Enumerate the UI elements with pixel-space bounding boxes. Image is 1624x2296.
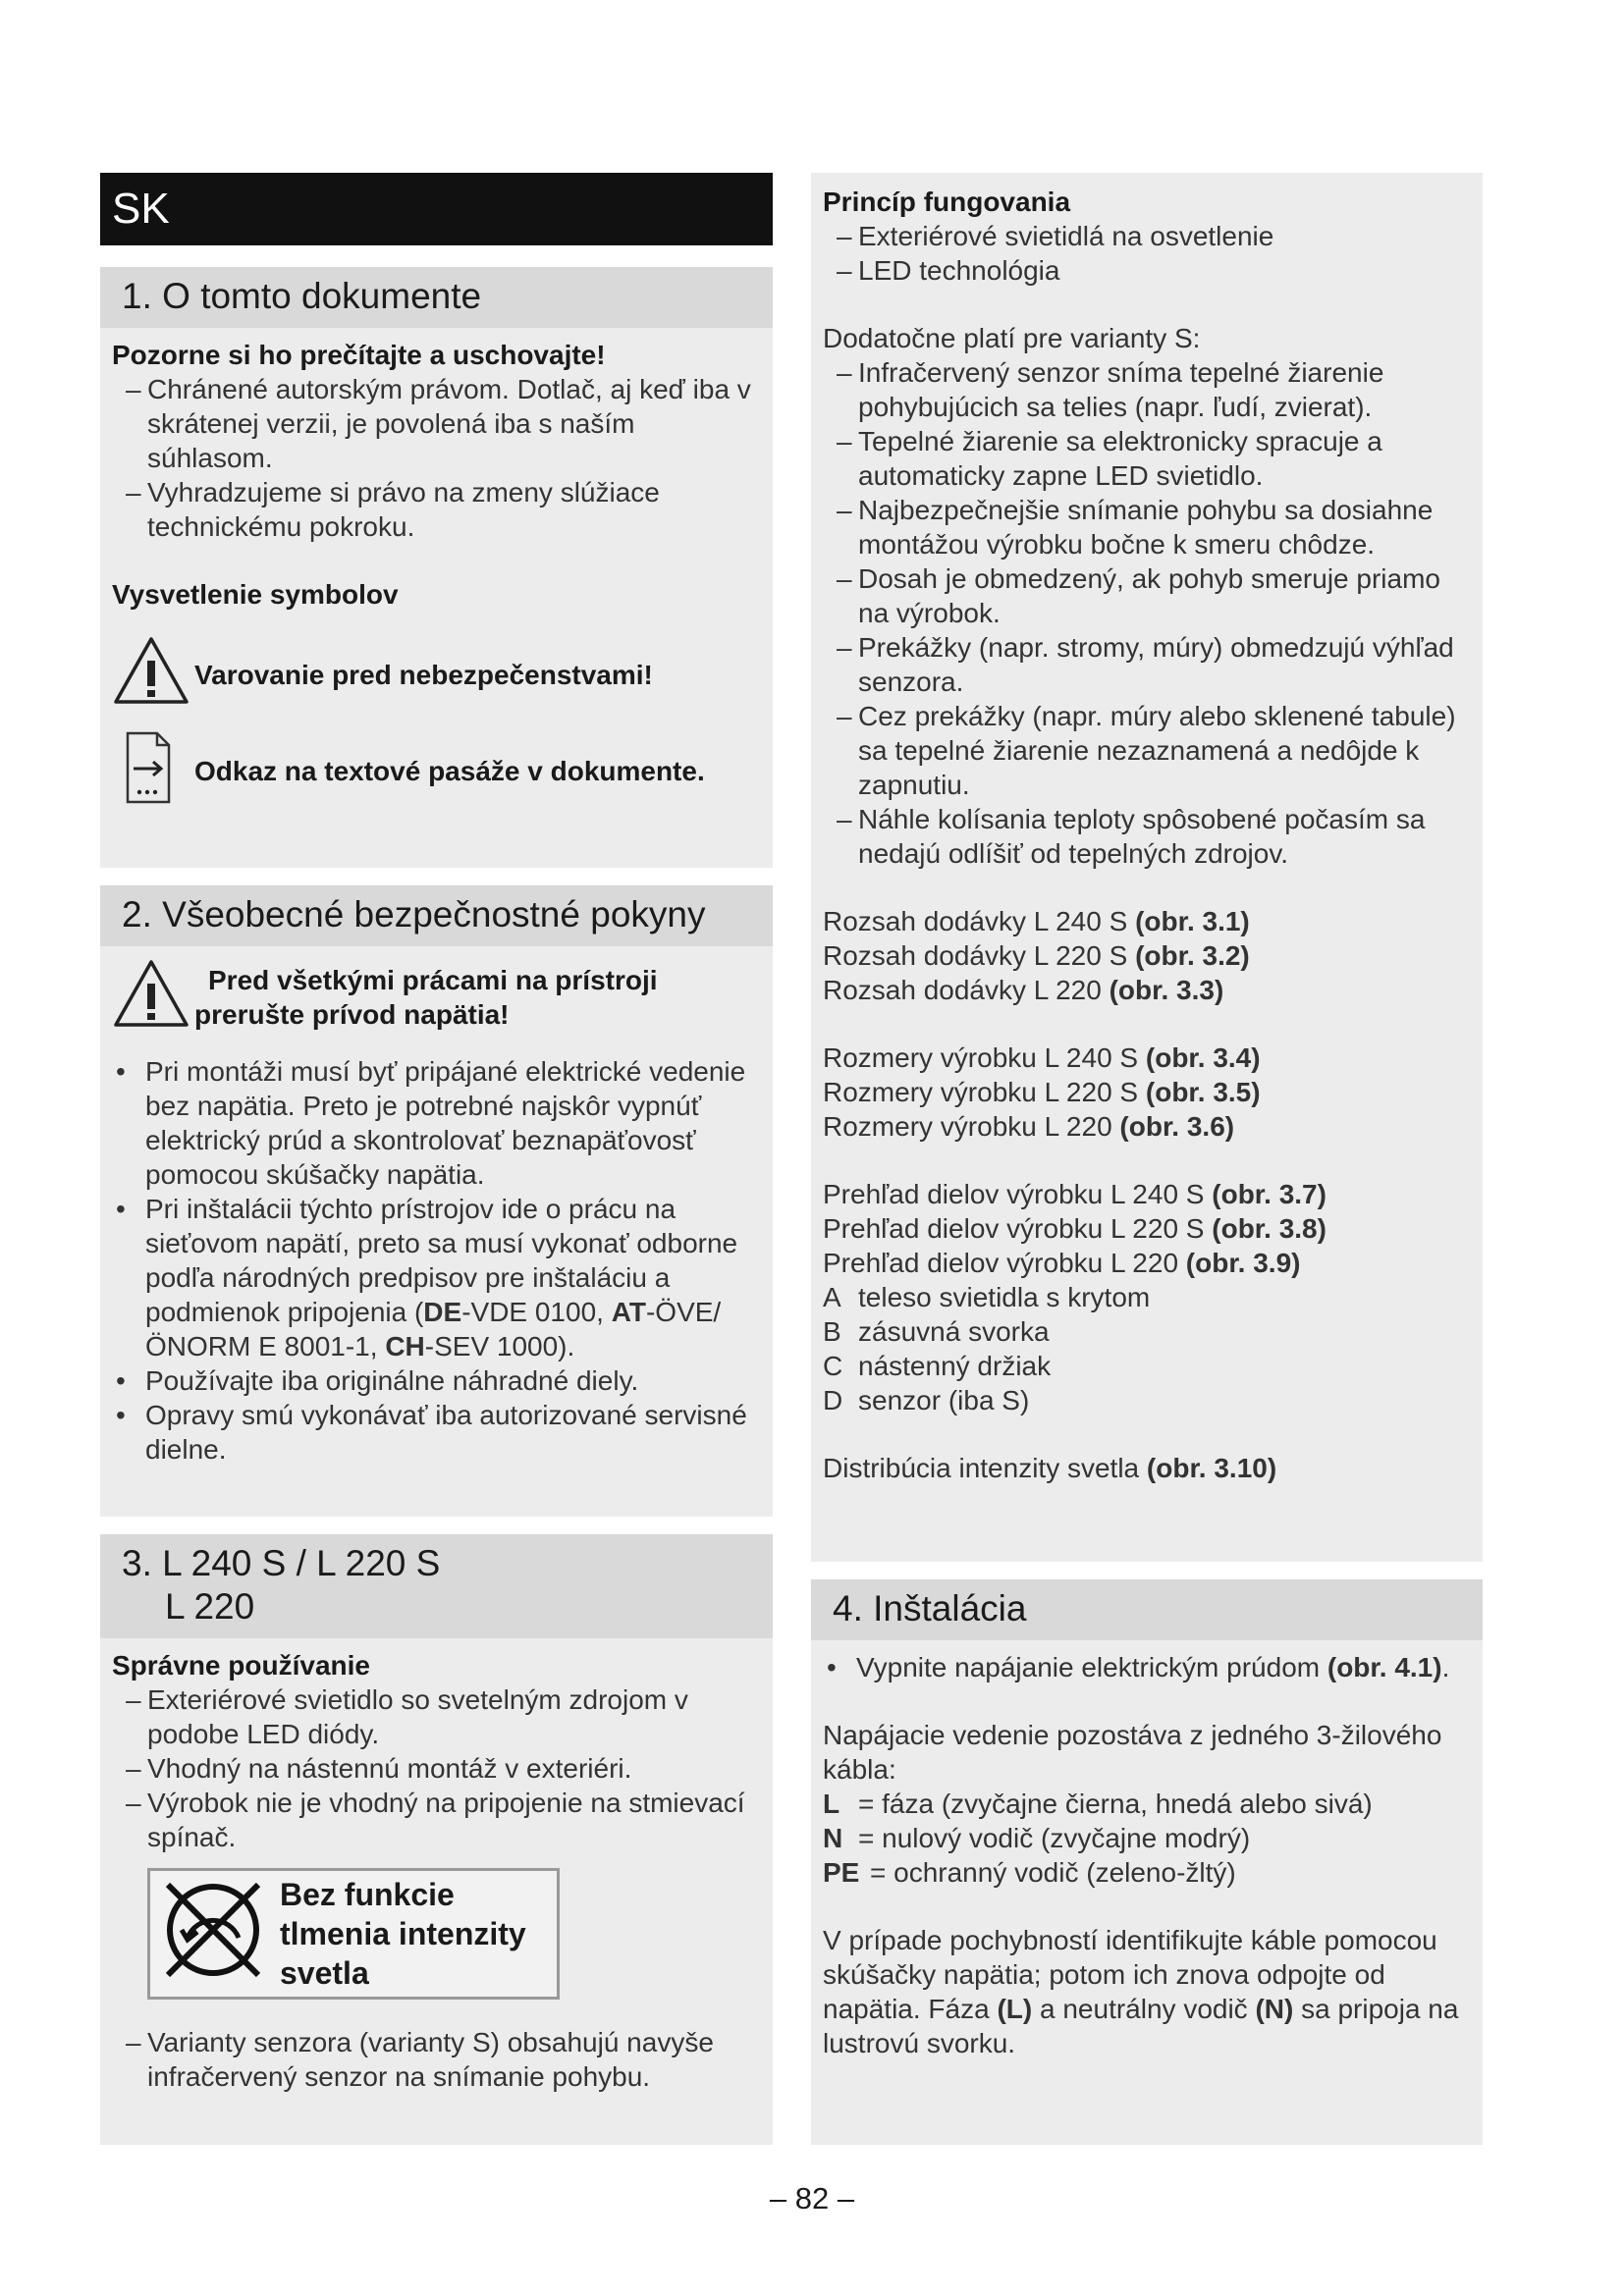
dimensions-line: Rozmery výrobku L 220 S (obr. 3.5) — [823, 1077, 1261, 1107]
legend-item: A teleso svietidla s krytom — [823, 1282, 1151, 1312]
legend-item: D senzor (iba S) — [823, 1385, 1030, 1415]
no-dimming-text: Bez funkcie — [280, 1877, 455, 1912]
list-item: • Používajte iba originálne náhradné diely. — [112, 1363, 761, 1398]
section-about-document — [100, 267, 773, 868]
list-item: – Vyhradzujeme si právo na zmeny slúžiace technickému pokroku. — [112, 475, 761, 544]
identify-cables-text: V prípade pochybností identifikujte káble pomocou skúšačky napätia; potom ich znova odpojte od napätia. Fáza (L) a neutrálny vodič (N) sa pripoja na lustrovú svorku. — [823, 1925, 1459, 2058]
section-product — [100, 1534, 773, 2145]
dimensions-line: Rozmery výrobku L 220 (obr. 3.6) — [823, 1111, 1235, 1142]
list-item: • Opravy smú vykonávať iba autorizované servisné dielne. — [112, 1398, 761, 1467]
product-details-panel — [811, 173, 1483, 1562]
cable-intro: Napájacie vedenie pozostáva z jedného 3-žilového kábla: — [823, 1720, 1442, 1785]
section-installation — [811, 1579, 1483, 2145]
document-reference-icon — [112, 727, 194, 814]
language-label: SK — [100, 173, 773, 245]
scope-line: Rozsah dodávky L 220 (obr. 3.3) — [823, 975, 1224, 1005]
parts-line: Prehľad dielov výrobku L 240 S (obr. 3.7) — [823, 1179, 1326, 1209]
wire-line: N = nulový vodič (zvyčajne modrý) — [823, 1823, 1251, 1853]
distribution-line: Distribúcia intenzity svetla (obr. 3.10) — [823, 1453, 1277, 1483]
read-heading: Pozorne si ho prečítajte a uschovajte! — [112, 340, 606, 370]
scope-line: Rozsah dodávky L 220 S (obr. 3.2) — [823, 940, 1250, 971]
list-item: – Vhodný na nástennú montáž v exteriéri. — [112, 1751, 761, 1786]
parts-line: Prehľad dielov výrobku L 220 S (obr. 3.8) — [823, 1213, 1326, 1244]
list-item: – Náhle kolísania teploty spôsobené počasím sa nedajú odlíšiť od tepelných zdrojov. — [823, 802, 1471, 871]
section-title: 1. O tomto dokumente — [100, 267, 773, 328]
no-dimming-text: svetla — [280, 1955, 369, 1991]
list-item: • Pri inštalácii týchto prístrojov ide o prácu na sieťovom napätí, preto sa musí vykonať odborne podľa národných predpisov pre inštaláciu a podmienok pripojenia (DE-VDE 0100, AT-ÖVE/ ÖNORM E 8001-1, CH-SEV 1000). — [112, 1192, 761, 1363]
section-title: 2. Všeobecné bezpečnostné pokyny — [100, 885, 773, 946]
legend-item: B zásuvná svorka — [823, 1316, 1050, 1347]
list-item: – Výrobok nie je vhodný na pripojenie na stmievací spínač. — [112, 1786, 761, 1854]
section-safety — [100, 885, 773, 1517]
no-dimming-icon — [158, 1875, 268, 1993]
parts-line: Prehľad dielov výrobku L 220 (obr. 3.9) — [823, 1248, 1301, 1278]
warning-triangle-icon — [112, 635, 194, 714]
list-item: – Exteriérové svietidlo so svetelným zdrojom v podobe LED diódy. — [112, 1682, 761, 1751]
list-item: – Infračervený senzor sníma tepelné žiarenie pohybujúcich sa telies (napr. ľudí, zvierat). — [823, 355, 1471, 424]
scope-line: Rozsah dodávky L 240 S (obr. 3.1) — [823, 906, 1250, 936]
list-item: – Cez prekážky (napr. múry alebo sklenené tabule) sa tepelné žiarenie nezaznamená a nedôjde k zapnutiu. — [823, 699, 1471, 802]
use-heading: Správne používanie — [112, 1650, 370, 1681]
principle-heading: Princíp fungovania — [823, 187, 1071, 217]
list-item: • Vypnite napájanie elektrickým prúdom (obr. 4.1). — [823, 1650, 1471, 1684]
warning-line: Pred všetkými prácami na prístroji — [208, 965, 658, 995]
reference-symbol-text: Odkaz na textové pasáže v dokumente. — [194, 755, 705, 786]
section-title: 3. L 240 S / L 220 S L 220 — [100, 1534, 773, 1638]
list-item: – Dosah je obmedzený, ak pohyb smeruje priamo na výrobok. — [823, 561, 1471, 630]
list-item: – Varianty senzora (varianty S) obsahujú navyše infračervený senzor na snímanie pohybu. — [112, 2025, 761, 2094]
symbols-heading: Vysvetlenie symbolov — [112, 579, 399, 610]
wire-line: PE = ochranný vodič (zeleno-žltý) — [823, 1857, 1236, 1888]
no-dimming-text: tlmenia intenzity — [280, 1916, 526, 1951]
list-item: – LED technológia — [823, 253, 1471, 288]
list-item: – Tepelné žiarenie sa elektronicky spracuje a automaticky zapne LED svietidlo. — [823, 424, 1471, 493]
list-item: – Chránené autorským právom. Dotlač, aj keď iba v skrátenej verzii, je povolená iba s naším súhlasom. — [112, 372, 761, 475]
s-variants-intro: Dodatočne platí pre varianty S: — [823, 323, 1201, 353]
legend-item: C nástenný držiak — [823, 1351, 1052, 1381]
list-item: – Prekážky (napr. stromy, múry) obmedzujú výhľad senzora. — [823, 630, 1471, 699]
list-item: • Pri montáži musí byť pripájané elektrické vedenie bez napätia. Preto je potrebné najskôr vypnúť elektrický prúd a skontrolovať beznapäťovosť pomocou skúšačky napätia. — [112, 1054, 761, 1192]
list-item: – Najbezpečnejšie snímanie pohybu sa dosiahne montážou výrobku bočne k smeru chôdze. — [823, 493, 1471, 561]
list-item: – Exteriérové svietidlá na osvetlenie — [823, 219, 1471, 253]
warning-line: prerušte prívod napätia! — [194, 999, 510, 1030]
warning-symbol-text: Varovanie pred nebezpečenstvami! — [194, 659, 653, 690]
no-dimming-notice — [147, 1868, 560, 2000]
section-title: 4. Inštalácia — [811, 1579, 1483, 1640]
dimensions-line: Rozmery výrobku L 240 S (obr. 3.4) — [823, 1042, 1261, 1073]
warning-triangle-icon — [112, 958, 194, 1037]
page-number: – 82 – — [769, 2181, 855, 2216]
wire-line: L = fáza (zvyčajne čierna, hnedá alebo sivá) — [823, 1789, 1373, 1819]
